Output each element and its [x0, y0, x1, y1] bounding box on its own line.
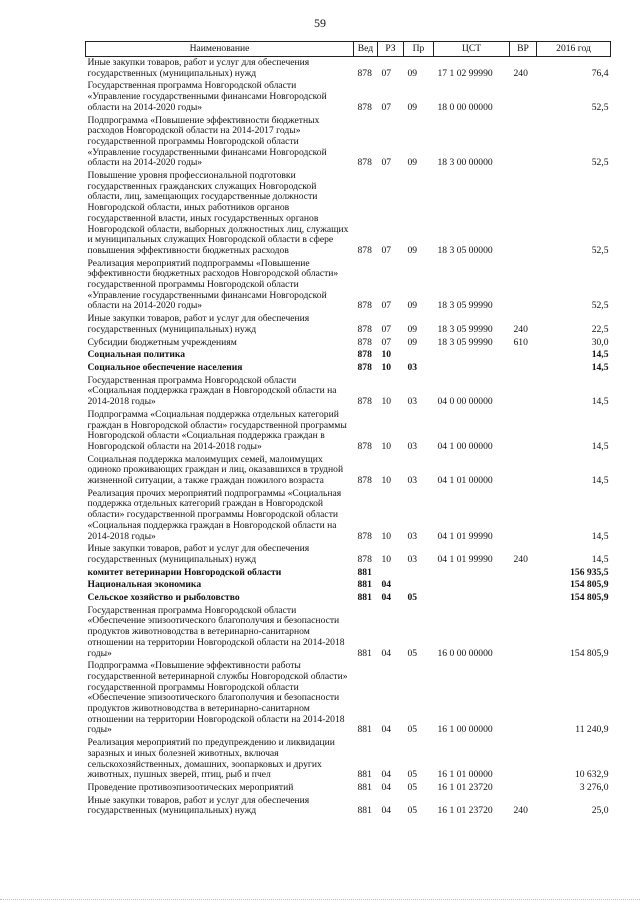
row-rz: 07: [381, 323, 392, 335]
row-vr: [510, 579, 537, 592]
row-vr: 610: [513, 336, 528, 348]
row-pr: 09: [407, 67, 418, 79]
scan-edge-line: [0, 899, 640, 900]
row-pr: 03: [407, 530, 418, 542]
row-amount: 10 632,9: [574, 769, 609, 781]
row-pr: 09: [407, 157, 418, 169]
row-pr: 03: [407, 396, 418, 408]
row-name: Реализация мероприятий по предупреждению и ликвидации заразных и иных болезней животных, включая сельскохозяйственных, домашних, зоопарковых и других животных, пушных зверей, птиц, рыб и пчел: [87, 737, 335, 781]
row-rz: 04: [381, 782, 392, 793]
row-ved: 881: [357, 769, 372, 781]
row-name: Социальная поддержка малоимущих семей, малоимущих одиноко проживающих граждан и лиц, оказавшихся в трудной жизненной ситуации, а также граждан пожилого возраста: [87, 453, 344, 487]
row-cst: 16 1 01 23720: [437, 805, 493, 817]
row-rz: 10: [381, 440, 392, 452]
row-name: Подпрограмма «Повышение эффективности бюджетных расходов Новгородской области на 2014-2017 годы» государственной программы Новгородской области «Управление государственными финансами Новгородской области на 2014-2020 годы»: [87, 114, 327, 169]
table-row: [86, 258, 611, 314]
row-cst: 18 0 00 00000: [437, 101, 493, 113]
row-ved: 878: [357, 553, 372, 565]
row-vr: [510, 660, 537, 737]
row-vr: 240: [513, 805, 528, 817]
table-row: [86, 170, 611, 258]
row-amount: 14,5: [591, 361, 609, 373]
row-pr: 09: [407, 300, 418, 312]
row-amount: 52,5: [591, 101, 609, 113]
row-cst: [434, 349, 510, 362]
row-pr: [404, 579, 434, 592]
row-ved: 878: [357, 157, 372, 169]
row-name: Социальная политика: [87, 349, 186, 361]
row-rz: 07: [381, 300, 392, 312]
row-vr: [510, 454, 537, 488]
header-ved: Вед: [354, 42, 378, 57]
row-amount: 14,5: [591, 396, 609, 408]
row-name: Иные закупки товаров, работ и услуг для обеспечения государственных (муниципальных) нужд: [87, 57, 310, 79]
row-ved: 881: [357, 782, 372, 793]
row-name: Подпрограмма «Социальная поддержка отдельных категорий граждан в Новгородской области» государственной программы Новгородской области «Социальная поддержка граждан в Новгородской области на 2014-2018 годы»: [87, 408, 347, 452]
row-ved: 878: [357, 361, 372, 373]
row-vr: [510, 409, 537, 454]
row-cst: 04 0 00 00000: [437, 396, 493, 408]
row-vr: [510, 362, 537, 375]
row-cst: 18 3 00 00000: [437, 157, 493, 169]
row-amount: 14,5: [591, 553, 609, 565]
row-cst: 18 3 05 00000: [437, 244, 493, 256]
row-pr: [404, 349, 434, 362]
row-pr: 03: [407, 553, 418, 565]
row-cst: [434, 567, 510, 580]
row-rz: 07: [381, 336, 392, 348]
row-vr: [510, 115, 537, 171]
row-rz: 04: [381, 592, 392, 604]
row-amount: 154 805,9: [570, 592, 609, 604]
row-pr: 03: [407, 440, 418, 452]
row-name: Реализация прочих мероприятий подпрограммы «Социальная поддержка отдельных категорий граждан в Новгородской области» государственной программы Новгородской области «Социальная поддержка граждан в Новгородской области на 2014-2018 годы»: [87, 487, 342, 542]
row-pr: 05: [407, 782, 418, 793]
row-amount: 22,5: [591, 323, 609, 335]
row-pr: 05: [407, 805, 418, 817]
row-amount: 30,0: [591, 336, 609, 348]
row-amount: 52,5: [591, 244, 609, 256]
row-amount: 76,4: [591, 67, 609, 79]
page-number: 59: [314, 16, 326, 30]
row-rz: 04: [381, 805, 392, 817]
table-row: [86, 782, 611, 795]
row-name: Субсидии бюджетным учреждениям: [87, 336, 237, 348]
row-pr: 09: [407, 244, 418, 256]
row-name: Реализация мероприятий подпрограммы «Повышение эффективности бюджетных расходов Новгородской области» государственной программы Новгородской области «Управление государственными финансами Новгородской области на 2014-2020 годы»: [87, 257, 339, 312]
row-ved: 878: [357, 244, 372, 256]
row-vr: 240: [513, 323, 528, 335]
row-ved: 878: [357, 300, 372, 312]
table-row: [86, 362, 611, 375]
table-row: [86, 375, 611, 409]
row-ved: 881: [357, 805, 372, 817]
row-ved: 878: [357, 67, 372, 79]
row-cst: [434, 362, 510, 375]
row-vr: [510, 349, 537, 362]
row-rz: 10: [381, 553, 392, 565]
row-name: Иные закупки товаров, работ и услуг для обеспечения государственных (муниципальных) нужд: [87, 794, 310, 817]
row-ved: 878: [357, 530, 372, 542]
row-pr: 03: [407, 361, 418, 373]
row-cst: 16 1 00 00000: [437, 724, 493, 736]
row-vr: [510, 80, 537, 114]
row-name: Иные закупки товаров, работ и услуг для обеспечения государственных (муниципальных) нужд: [87, 543, 310, 565]
table-row: [86, 795, 611, 818]
row-cst: 18 3 05 99990: [437, 336, 493, 348]
row-pr: 03: [407, 475, 418, 487]
table-row: [86, 80, 611, 114]
row-rz: 10: [381, 349, 392, 361]
row-cst: 18 3 05 99990: [437, 300, 493, 312]
row-name: Государственная программа Новгородской области «Обеспечение эпизоотического благополучия и безопасности продуктов животноводства в ветеринарно-санитарном отношении на территории Новгородской области на 2014-2018 годы»: [87, 604, 345, 659]
table-row: [86, 57, 611, 81]
row-vr: [510, 782, 537, 795]
header-vr: ВР: [510, 42, 537, 57]
row-ved: 878: [357, 475, 372, 487]
row-ved: 881: [357, 566, 372, 578]
row-vr: [510, 592, 537, 605]
row-rz: 04: [381, 724, 392, 736]
table-row: [86, 349, 611, 362]
row-cst: 16 1 01 23720: [437, 782, 493, 793]
row-pr: 05: [407, 592, 418, 604]
row-rz: 07: [381, 244, 392, 256]
row-name: Сельское хозяйство и рыболовство: [87, 592, 240, 604]
row-amount: 156 935,5: [570, 566, 609, 578]
row-rz: 04: [381, 769, 392, 781]
row-name: Повышение уровня профессиональной подготовки государственных гражданских служащих Новгородской области, лиц, замещающих государственные должности Новгородской области, иных работников органов государственной власти, иных государственных органов Новгородской области, выборных должностных лиц, служащих и муниципальных служащих Новгородской области в сфере повышения эффективности бюджетных расходов: [87, 170, 349, 256]
row-rz: 10: [381, 475, 392, 487]
table-body: [86, 57, 611, 819]
row-name: Государственная программа Новгородской области «Управление государственными финансами Новгородской области на 2014-2020 годы»: [87, 80, 327, 113]
row-rz: 10: [381, 530, 392, 542]
row-pr: [404, 567, 434, 580]
row-amount: 52,5: [591, 157, 609, 169]
table-row: [86, 488, 611, 544]
row-cst: 16 0 00 00000: [437, 647, 493, 659]
table-row: [86, 660, 611, 737]
row-ved: 878: [357, 349, 372, 361]
table-row: [86, 115, 611, 171]
table-row: [86, 567, 611, 580]
row-ved: 881: [357, 592, 372, 604]
header-year: 2016 год: [537, 42, 611, 57]
row-amount: 154 805,9: [570, 579, 609, 591]
table-row: [86, 579, 611, 592]
row-ved: 878: [357, 101, 372, 113]
row-cst: 04 1 00 00000: [437, 440, 493, 452]
row-pr: 05: [407, 724, 418, 736]
row-pr: 09: [407, 336, 418, 348]
row-name: Социальное обеспечение населения: [87, 361, 243, 373]
row-vr: [510, 170, 537, 258]
row-name: Проведение противоэпизоотических мероприятий: [87, 782, 294, 793]
row-cst: [434, 592, 510, 605]
row-rz: 07: [381, 67, 392, 79]
header-cst: ЦСТ: [434, 42, 510, 57]
row-pr: 05: [407, 647, 418, 659]
row-vr: [510, 375, 537, 409]
row-ved: 878: [357, 396, 372, 408]
row-rz: 04: [381, 579, 392, 591]
row-pr: 09: [407, 101, 418, 113]
row-amount: 14,5: [591, 440, 609, 452]
row-name: Иные закупки товаров, работ и услуг для обеспечения государственных (муниципальных) нужд: [87, 313, 310, 335]
row-name: комитет ветеринарии Новгородской области: [87, 566, 282, 578]
table-header-row: [86, 42, 611, 57]
table-row: [86, 737, 611, 782]
row-name: Подпрограмма «Повышение эффективности работы государственной ветеринарной службы Новгородской области» государственной программы Новгородской области «Обеспечение эпизоотического благополучия и безопасности продуктов животноводства в ветеринарно-санитарном отношении на территории Новгородской области на 2014-2018 годы»: [87, 660, 348, 736]
budget-table: [85, 41, 611, 818]
table-row: [86, 409, 611, 454]
row-cst: 16 1 01 00000: [437, 769, 493, 781]
row-vr: [510, 258, 537, 314]
row-vr: [510, 488, 537, 544]
row-rz: [378, 567, 404, 580]
row-pr: 05: [407, 769, 418, 781]
row-amount: 14,5: [591, 475, 609, 487]
row-name: Государственная программа Новгородской области «Социальная поддержка граждан в Новгородской области на 2014-2018 годы»: [87, 374, 337, 408]
row-amount: 52,5: [591, 300, 609, 312]
row-cst: 18 3 05 99990: [437, 323, 493, 335]
table-row: [86, 337, 611, 350]
header-pr: Пр: [404, 42, 434, 57]
row-amount: 154 805,9: [570, 647, 609, 659]
row-ved: 878: [357, 336, 372, 348]
row-amount: 11 240,9: [575, 724, 609, 736]
row-ved: 881: [357, 724, 372, 736]
row-cst: 17 1 02 99990: [437, 67, 493, 79]
row-cst: 04 1 01 99990: [437, 553, 493, 565]
header-name: Наименование: [86, 42, 354, 57]
table-row: [86, 605, 611, 661]
row-name: Национальная экономика: [87, 579, 202, 591]
row-amount: 25,0: [591, 805, 609, 817]
row-amount: 3 276,0: [579, 782, 609, 793]
row-ved: 878: [357, 323, 372, 335]
row-rz: 07: [381, 101, 392, 113]
header-rz: РЗ: [378, 42, 404, 57]
table-row: [86, 543, 611, 566]
row-vr: [510, 737, 537, 782]
row-amount: 14,5: [591, 349, 609, 361]
row-vr: 240: [513, 67, 528, 79]
table-row: [86, 313, 611, 336]
row-vr: [510, 605, 537, 661]
table-row: [86, 592, 611, 605]
row-ved: 881: [357, 579, 372, 591]
row-rz: 07: [381, 157, 392, 169]
row-cst: 04 1 01 00000: [437, 475, 493, 487]
row-vr: [510, 567, 537, 580]
row-cst: 04 1 01 99990: [437, 530, 493, 542]
row-ved: 878: [357, 440, 372, 452]
row-amount: 14,5: [591, 530, 609, 542]
row-rz: 04: [381, 647, 392, 659]
row-vr: 240: [513, 553, 528, 565]
table-row: [86, 454, 611, 488]
row-ved: 881: [357, 647, 372, 659]
row-pr: 09: [407, 323, 418, 335]
row-rz: 10: [381, 396, 392, 408]
row-rz: 10: [381, 361, 392, 373]
row-cst: [434, 579, 510, 592]
